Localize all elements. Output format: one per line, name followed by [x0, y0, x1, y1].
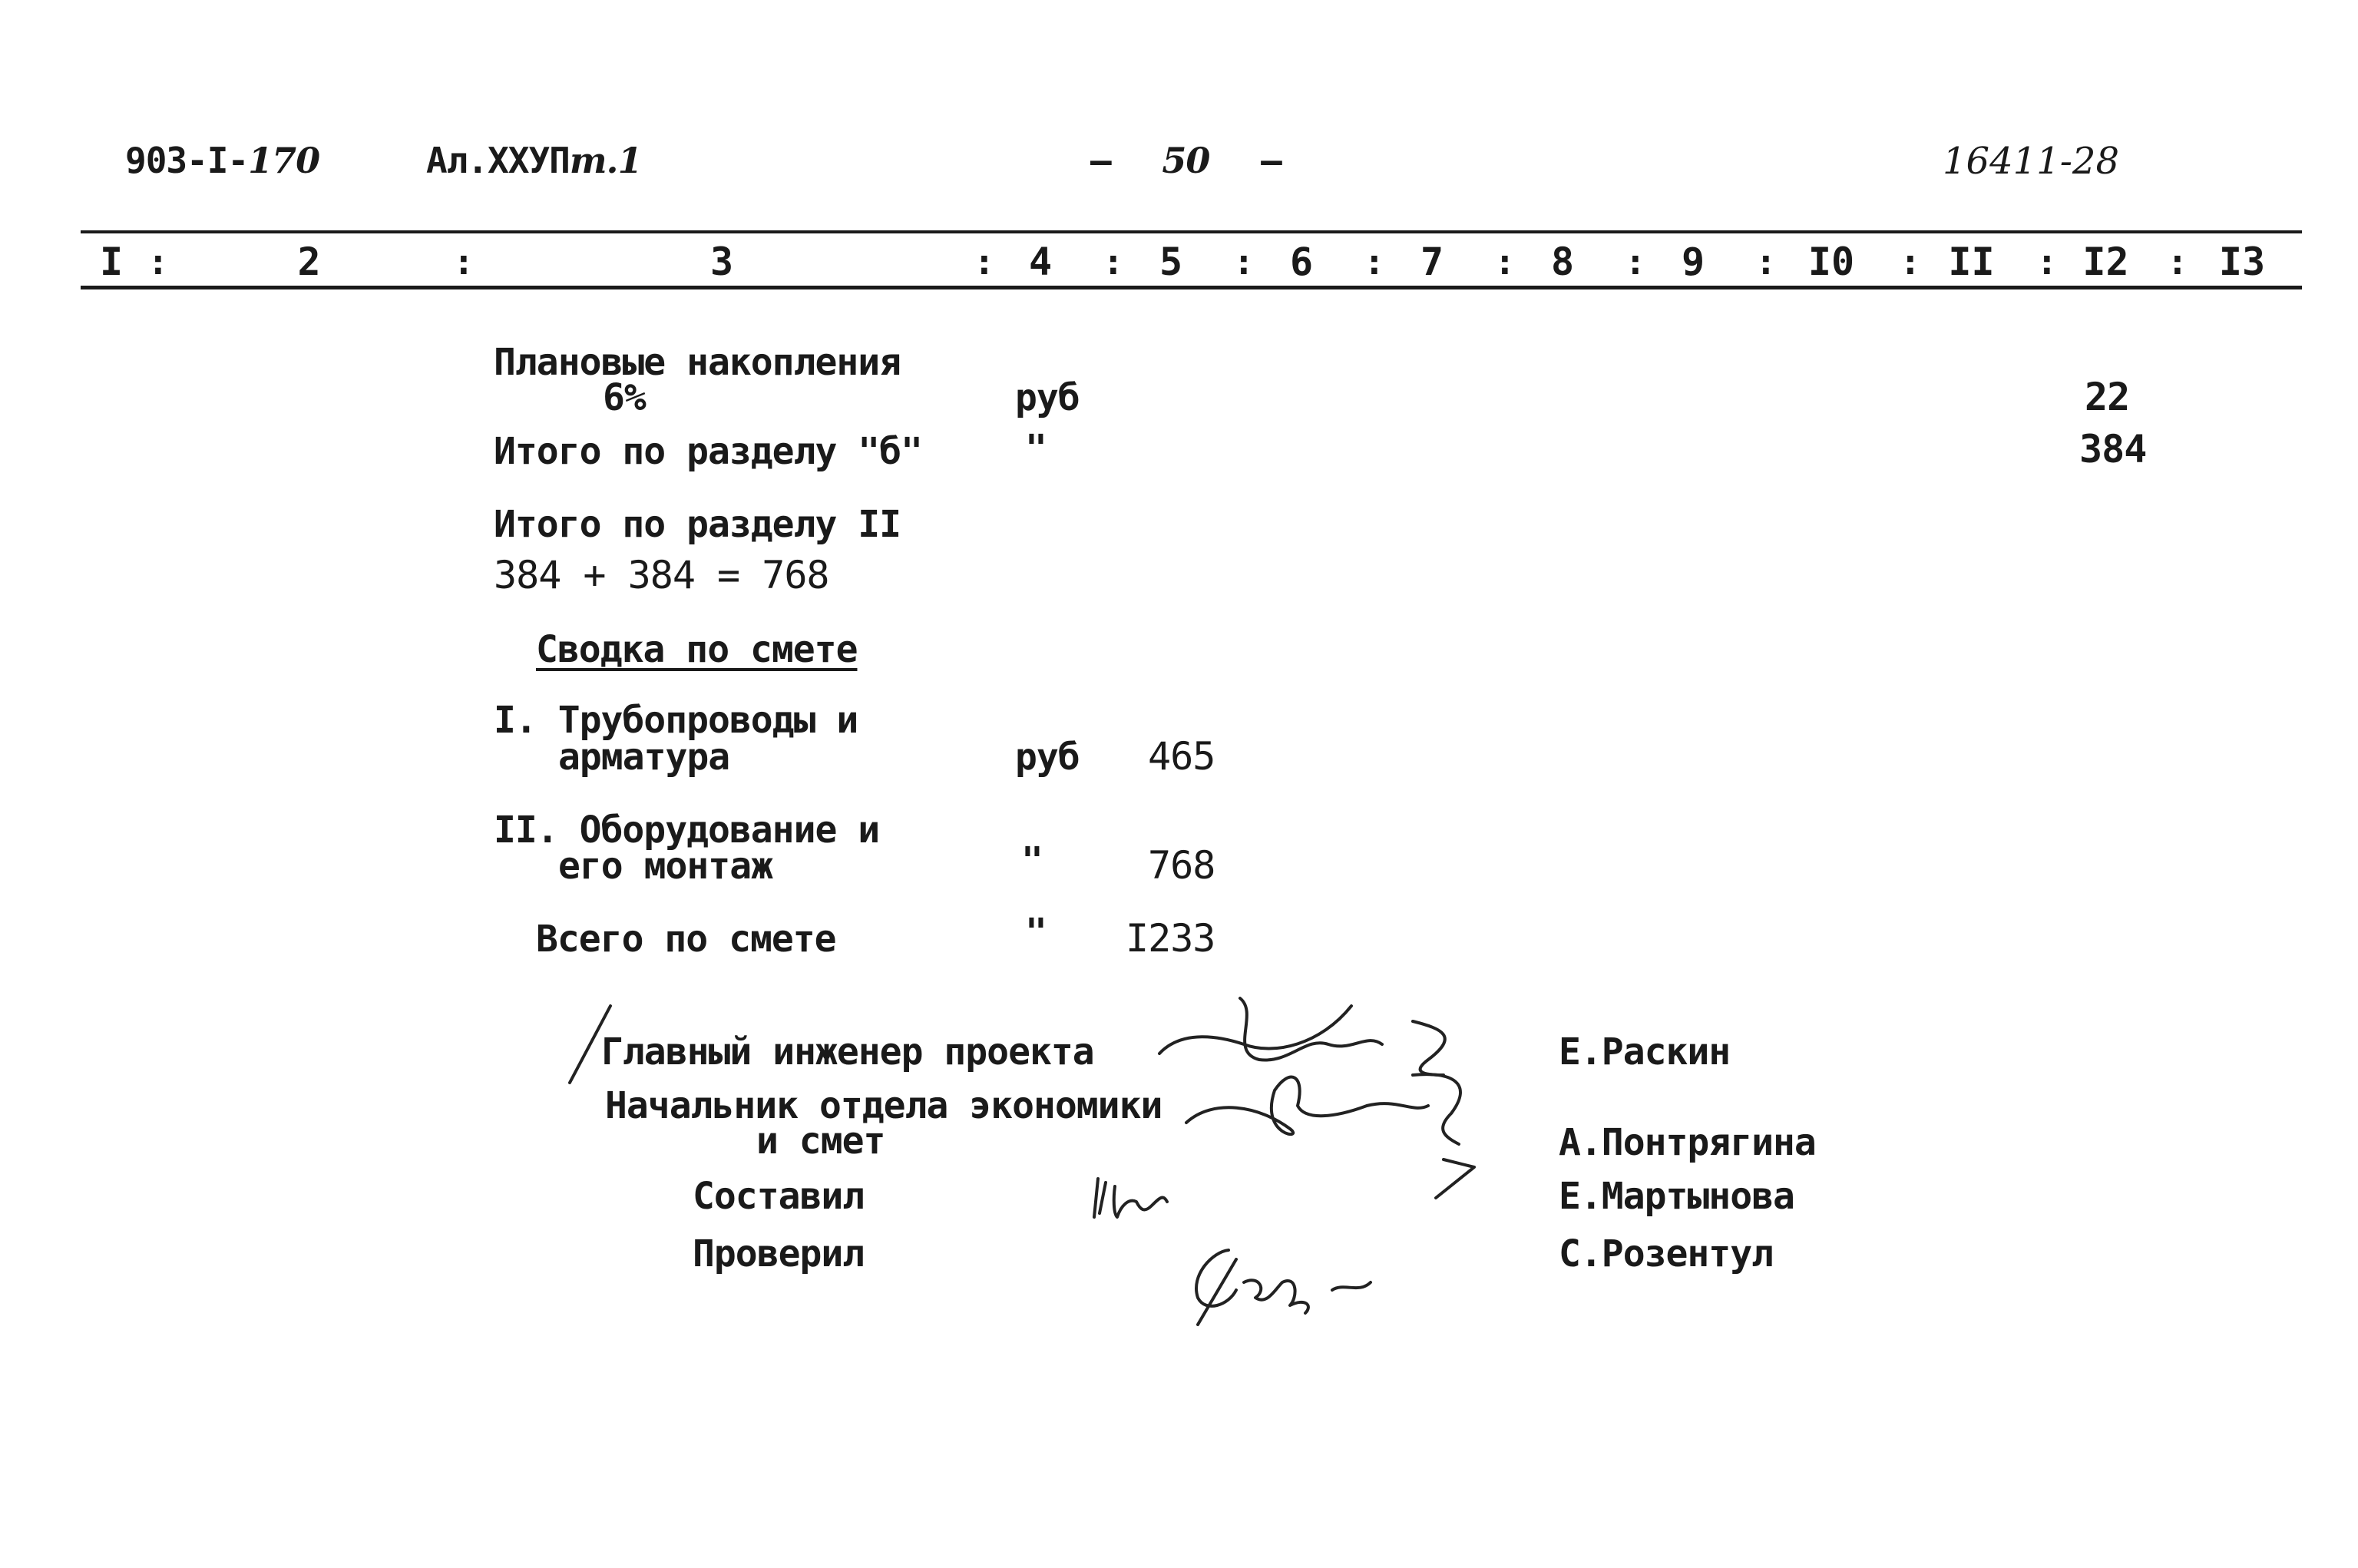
page-dash-left: – [1090, 140, 1111, 181]
summary-total-value: I233 [1126, 916, 1215, 961]
column-separator: : [147, 241, 169, 283]
chief-engineer-label: Главный инженер проекта [601, 1030, 1094, 1073]
checker-signature [1196, 1250, 1371, 1325]
section-b-total-label: Итого по разделу "б" [494, 430, 922, 473]
page-dash-right: – [1261, 140, 1282, 181]
summary-total-label: Всего по смете [536, 918, 836, 961]
page-number: 50 [1162, 140, 1210, 181]
checked-by-label: Проверил [693, 1232, 865, 1275]
compiled-by-name: Е.Мартынова [1559, 1175, 1794, 1218]
section-b-total-value: 384 [2079, 427, 2147, 471]
document-code: 903-I-170 [125, 140, 320, 181]
summary-item-2-label: II. Оборудование и [494, 809, 880, 852]
column-header: 4 [1028, 240, 1053, 284]
album-reference: Ал.ХХУПт.1 [426, 140, 642, 181]
column-separator: : [1233, 241, 1255, 283]
chief-engineer-signature [1159, 998, 1445, 1075]
album-handwritten: т.1 [569, 140, 642, 181]
column-header: 7 [1420, 240, 1444, 284]
summary-item-1-unit: руб [1015, 736, 1080, 779]
section-ii-total-label: Итого по разделу II [494, 503, 901, 546]
column-header: 2 [297, 240, 321, 284]
column-header: I3 [2218, 240, 2266, 284]
column-header: 6 [1289, 240, 1314, 284]
margin-slash-mark [570, 1006, 610, 1083]
checked-by-name: С.Розентул [1559, 1232, 1773, 1275]
column-header: 5 [1159, 240, 1183, 284]
column-separator: : [1900, 241, 1921, 283]
summary-title: Сводка по смете [536, 628, 858, 671]
registration-number: 16411-28 [1943, 140, 2119, 183]
department-head-signature [1186, 1074, 1474, 1198]
chief-engineer-name: Е.Раскин [1559, 1030, 1731, 1073]
column-separator: : [1755, 241, 1777, 283]
column-separator: : [974, 241, 995, 283]
compiled-by-label: Составил [693, 1175, 865, 1218]
column-separator: : [2167, 241, 2188, 283]
summary-item-2-label-cont: его монтаж [558, 845, 772, 888]
column-header: 9 [1681, 240, 1705, 284]
planned-savings-unit: руб [1015, 376, 1080, 419]
column-header: I [99, 240, 124, 284]
summary-item-1-label-cont: арматура [558, 736, 730, 779]
summary-item-2-value: 768 [1148, 843, 1215, 888]
summary-item-1-label: I. Трубопроводы и [494, 699, 858, 742]
section-b-total-unit: " [1025, 427, 1047, 470]
summary-item-2-unit: " [1021, 839, 1043, 882]
summary-total-unit: " [1025, 911, 1047, 954]
compiler-signature [1094, 1179, 1167, 1217]
column-header: 3 [709, 240, 734, 284]
summary-item-1-value: 465 [1148, 734, 1215, 779]
column-separator: : [1625, 241, 1646, 283]
column-separator: : [1364, 241, 1385, 283]
column-separator: : [1494, 241, 1516, 283]
planned-savings-percent: 6% [603, 376, 646, 419]
column-header: 8 [1550, 240, 1575, 284]
section-ii-total-formula: 384 + 384 = 768 [494, 553, 829, 597]
column-header: I0 [1807, 240, 1855, 284]
column-separator: : [1103, 241, 1124, 283]
planned-savings-value: 22 [2085, 375, 2130, 419]
column-separator: : [2036, 241, 2058, 283]
department-head-label: Начальник отдела экономики [605, 1084, 1162, 1127]
column-header: I2 [2082, 240, 2129, 284]
column-separator: : [453, 241, 475, 283]
document-code-handwritten: 170 [248, 140, 320, 181]
column-header: II [1948, 240, 1995, 284]
department-head-name: А.Понтрягина [1559, 1121, 1816, 1164]
planned-savings-label: Плановые накопления [494, 341, 901, 384]
department-head-label-cont: и смет [756, 1120, 885, 1163]
